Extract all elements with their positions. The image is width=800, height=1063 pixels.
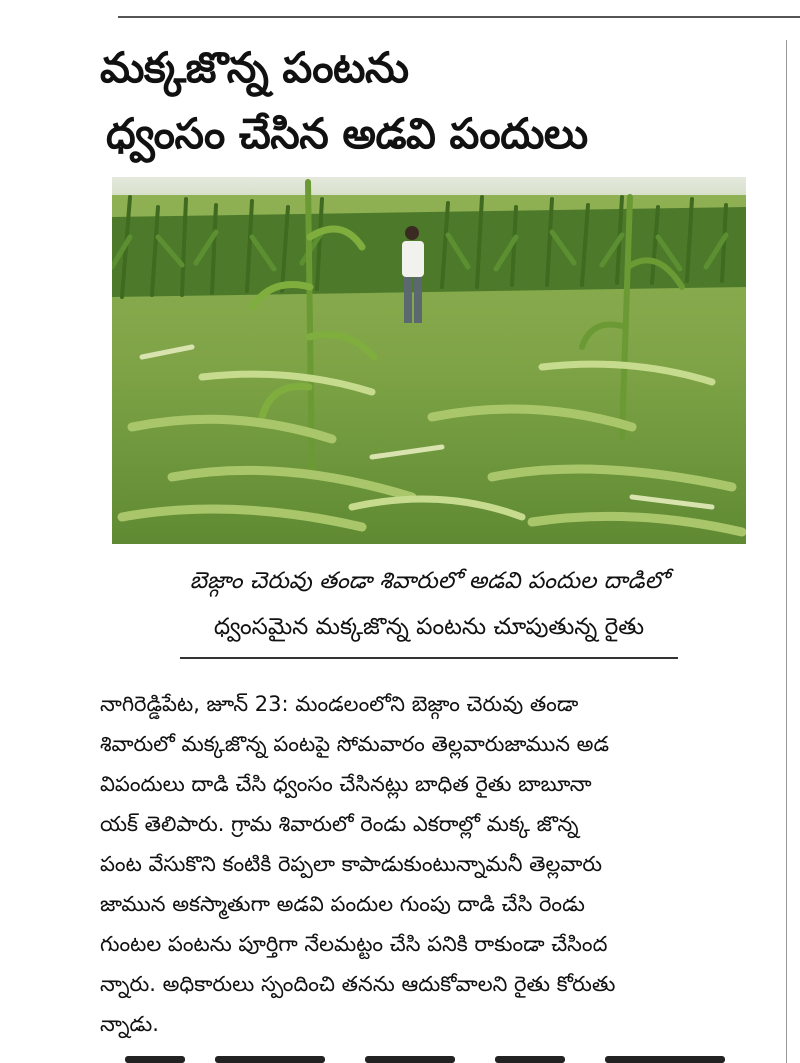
headline-line-2: ధ్వంసం చేసిన అడవి పందులు: [106, 109, 588, 158]
article-line: న్నారు. అధికారులు స్పందించి తనను ఆదుకోవాలని రైతు కోరుతు: [100, 972, 616, 996]
headline-line-1: మక్కజొన్న పంటను: [100, 43, 409, 92]
article-line: పంట వేసుకొని కంటికి రెప్పలా కాపాడుకుంటున్నామనీ తెల్లవారు: [100, 852, 603, 876]
article-line: శివారులో మక్కజొన్న పంటపై సోమవారం తెల్లవారుజామున అడ: [100, 732, 610, 756]
article-line: యక్ తెలిపారు. గ్రామ శివారులో రెండు ఎకరాల్లో మక్క జొన్న: [100, 812, 579, 836]
article-line: న్నాడు.: [100, 1012, 159, 1036]
column-rule: [786, 40, 787, 1063]
maize-field-illustration: [112, 177, 746, 544]
article-line: నాగిరెడ్డిపేట, జూన్ 23: మండలంలోని బెజ్గాం చెరువు తండా: [100, 692, 579, 716]
article-body: [100, 684, 760, 1054]
photo-caption-line-2: ధ్వంసమైన మక్కజొన్న పంటను చూపుతున్న రైతు: [213, 614, 645, 640]
news-photo: [112, 177, 746, 544]
top-rule: [118, 16, 800, 18]
article-line: జామున అకస్మాతుగా అడవి పందుల గుంపు దాడి చేసి రెండు: [100, 892, 585, 916]
photo-caption-line-1: బెజ్గాం చెరువు తండా శివారులో అడవి పందుల దాడిలో: [189, 568, 669, 594]
article-line: గుంటల పంటను పూర్తిగా నేలమట్టం చేసి పనికి రాకుండా చేసింద: [100, 932, 608, 956]
cut-off-text-fragment: [115, 1050, 735, 1063]
article-line: విపందులు దాడి చేసి ధ్వంసం చేసినట్లు బాధిత రైతు బాబూనా: [100, 772, 592, 796]
caption-divider: [180, 657, 678, 659]
